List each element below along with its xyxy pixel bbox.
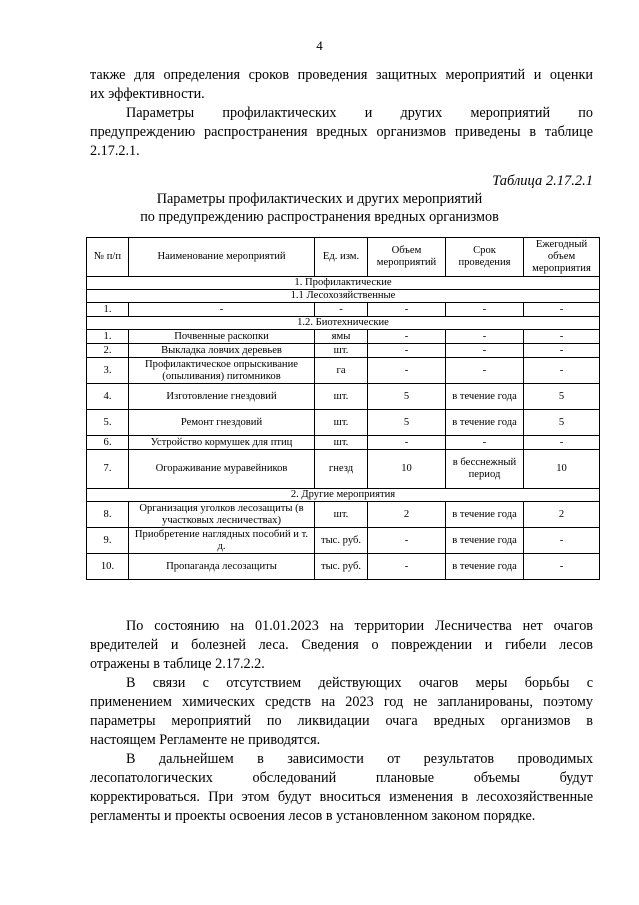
text-line: также для определения сроков проведения защитных мероприятий и оценки — [90, 67, 593, 83]
table-title-line: по предупреждению распространения вредных организмов — [140, 209, 499, 225]
cell-annual: - — [524, 330, 600, 344]
cell-annual: - — [524, 344, 600, 358]
section-heading: 1. Профилактические — [87, 277, 600, 290]
cell-annual: 10 — [524, 450, 600, 489]
cell-annual: - — [524, 436, 600, 450]
text-line: По состоянию на 01.01.2023 на территории Лесничества нет очагов — [126, 618, 593, 634]
cell-annual: 5 — [524, 384, 600, 410]
table-row — [87, 358, 600, 384]
cell-number: 1. — [87, 330, 129, 344]
table-row — [87, 344, 600, 358]
cell-term: - — [446, 303, 524, 317]
cell-term: - — [446, 344, 524, 358]
cell-term: в течение года — [446, 554, 524, 580]
cell-name: Ремонт гнездовий — [129, 410, 315, 436]
intro-paragraph-2 — [90, 104, 593, 161]
cell-term: в течение года — [446, 528, 524, 554]
cell-volume: - — [368, 436, 446, 450]
cell-volume: - — [368, 554, 446, 580]
text-line: настоящем Регламенте не приводятся. — [90, 732, 321, 748]
cell-volume: 10 — [368, 450, 446, 489]
table-row — [87, 384, 600, 410]
table-row — [87, 450, 600, 489]
cell-name: Организация уголков лесозащиты (в участковых лесничествах) — [129, 502, 315, 528]
cell-unit: га — [315, 358, 368, 384]
section-row — [87, 489, 600, 502]
cell-annual: - — [524, 554, 600, 580]
header-cell: № п/п — [87, 238, 129, 277]
cell-number: 9. — [87, 528, 129, 554]
cell-unit: шт. — [315, 410, 368, 436]
section-heading: 2. Другие мероприятия — [87, 489, 600, 502]
text-line: параметры мероприятий по ликвидации очага вредных организмов в — [90, 713, 593, 729]
text-line: корректироваться. При этом будут вноситься изменения в лесохозяйственные — [90, 789, 593, 805]
header-cell: Объем мероприятий — [368, 238, 446, 277]
text-line: вредителей и болезней леса. Сведения о повреждении и гибели лесов — [90, 637, 593, 653]
cell-volume: - — [368, 344, 446, 358]
cell-term: в течение года — [446, 384, 524, 410]
cell-number: 7. — [87, 450, 129, 489]
cell-volume: 5 — [368, 410, 446, 436]
section-heading: 1.2. Биотехнические — [87, 317, 600, 330]
cell-number: 1. — [87, 303, 129, 317]
text-line: отражены в таблице 2.17.2.2. — [90, 656, 265, 672]
text-line: предупреждению распространения вредных организмов приведены в таблице — [90, 124, 593, 140]
cell-annual: 2 — [524, 502, 600, 528]
cell-unit: - — [315, 303, 368, 317]
text-line: лесопатологических обследований плановые объемы будут — [90, 770, 593, 786]
cell-term: в течение года — [446, 502, 524, 528]
body-paragraph-5 — [90, 750, 593, 826]
section-heading: 1.1 Лесохозяйственные — [87, 290, 600, 303]
text-line: 2.17.2.1. — [90, 143, 140, 159]
cell-number: 5. — [87, 410, 129, 436]
cell-term: в бесснежный период — [446, 450, 524, 489]
page-number: 4 — [316, 38, 323, 53]
cell-unit: шт. — [315, 344, 368, 358]
cell-volume: - — [368, 528, 446, 554]
cell-volume: 5 — [368, 384, 446, 410]
table-row — [87, 436, 600, 450]
cell-name: Устройство кормушек для птиц — [129, 436, 315, 450]
cell-volume: - — [368, 330, 446, 344]
table-title-line: Параметры профилактических и других мероприятий — [156, 191, 483, 207]
cell-annual: - — [524, 303, 600, 317]
cell-number: 10. — [87, 554, 129, 580]
header-cell: Срок проведения — [446, 238, 524, 277]
table-row — [87, 330, 600, 344]
cell-number: 8. — [87, 502, 129, 528]
table-header-row — [87, 238, 600, 277]
measures-table — [86, 237, 600, 580]
cell-unit: шт. — [315, 384, 368, 410]
table-row — [87, 502, 600, 528]
header-cell: Ежегодный объем мероприятия — [524, 238, 600, 277]
text-line: регламенты и проекты освоения лесов в установленном законом порядке. — [90, 808, 536, 824]
text-line: их эффективности. — [90, 86, 205, 102]
cell-volume: 2 — [368, 502, 446, 528]
table-row — [87, 554, 600, 580]
cell-number: 3. — [87, 358, 129, 384]
table-row — [87, 303, 600, 317]
section-row — [87, 290, 600, 303]
cell-name: Пропаганда лесозащиты — [129, 554, 315, 580]
cell-term: - — [446, 358, 524, 384]
cell-name: - — [129, 303, 315, 317]
body-paragraph-3 — [90, 617, 593, 674]
header-cell: Наименование мероприятий — [129, 238, 315, 277]
cell-unit: тыс. руб. — [315, 528, 368, 554]
text-line: Параметры профилактических и других мероприятий по — [126, 105, 593, 121]
cell-unit: тыс. руб. — [315, 554, 368, 580]
table-title — [0, 190, 639, 226]
cell-name: Изготовление гнездовий — [129, 384, 315, 410]
section-row — [87, 277, 600, 290]
table-label: Таблица 2.17.2.1 — [492, 173, 593, 189]
body-paragraph-4 — [90, 674, 593, 750]
text-line: применением химических средств на 2023 год не запланированы, поэтому — [90, 694, 593, 710]
cell-name: Приобретение наглядных пособий и т. д. — [129, 528, 315, 554]
cell-name: Профилактическое опрыскивание (опыливания) питомников — [129, 358, 315, 384]
text-line: В дальнейшем в зависимости от результатов проводимых — [126, 751, 593, 767]
cell-term: - — [446, 436, 524, 450]
cell-volume: - — [368, 358, 446, 384]
cell-unit: шт. — [315, 502, 368, 528]
header-cell: Ед. изм. — [315, 238, 368, 277]
cell-annual: - — [524, 358, 600, 384]
table-row — [87, 528, 600, 554]
cell-number: 4. — [87, 384, 129, 410]
cell-unit: ямы — [315, 330, 368, 344]
cell-unit: шт. — [315, 436, 368, 450]
text-line: В связи с отсутствием действующих очагов меры борьбы с — [126, 675, 593, 691]
intro-paragraph-1 — [90, 66, 593, 104]
cell-term: - — [446, 330, 524, 344]
table-row — [87, 410, 600, 436]
cell-annual: 5 — [524, 410, 600, 436]
cell-unit: гнезд — [315, 450, 368, 489]
cell-name: Огораживание муравейников — [129, 450, 315, 489]
cell-term: в течение года — [446, 410, 524, 436]
cell-name: Почвенные раскопки — [129, 330, 315, 344]
cell-name: Выкладка ловчих деревьев — [129, 344, 315, 358]
cell-annual: - — [524, 528, 600, 554]
cell-volume: - — [368, 303, 446, 317]
cell-number: 2. — [87, 344, 129, 358]
section-row — [87, 317, 600, 330]
cell-number: 6. — [87, 436, 129, 450]
